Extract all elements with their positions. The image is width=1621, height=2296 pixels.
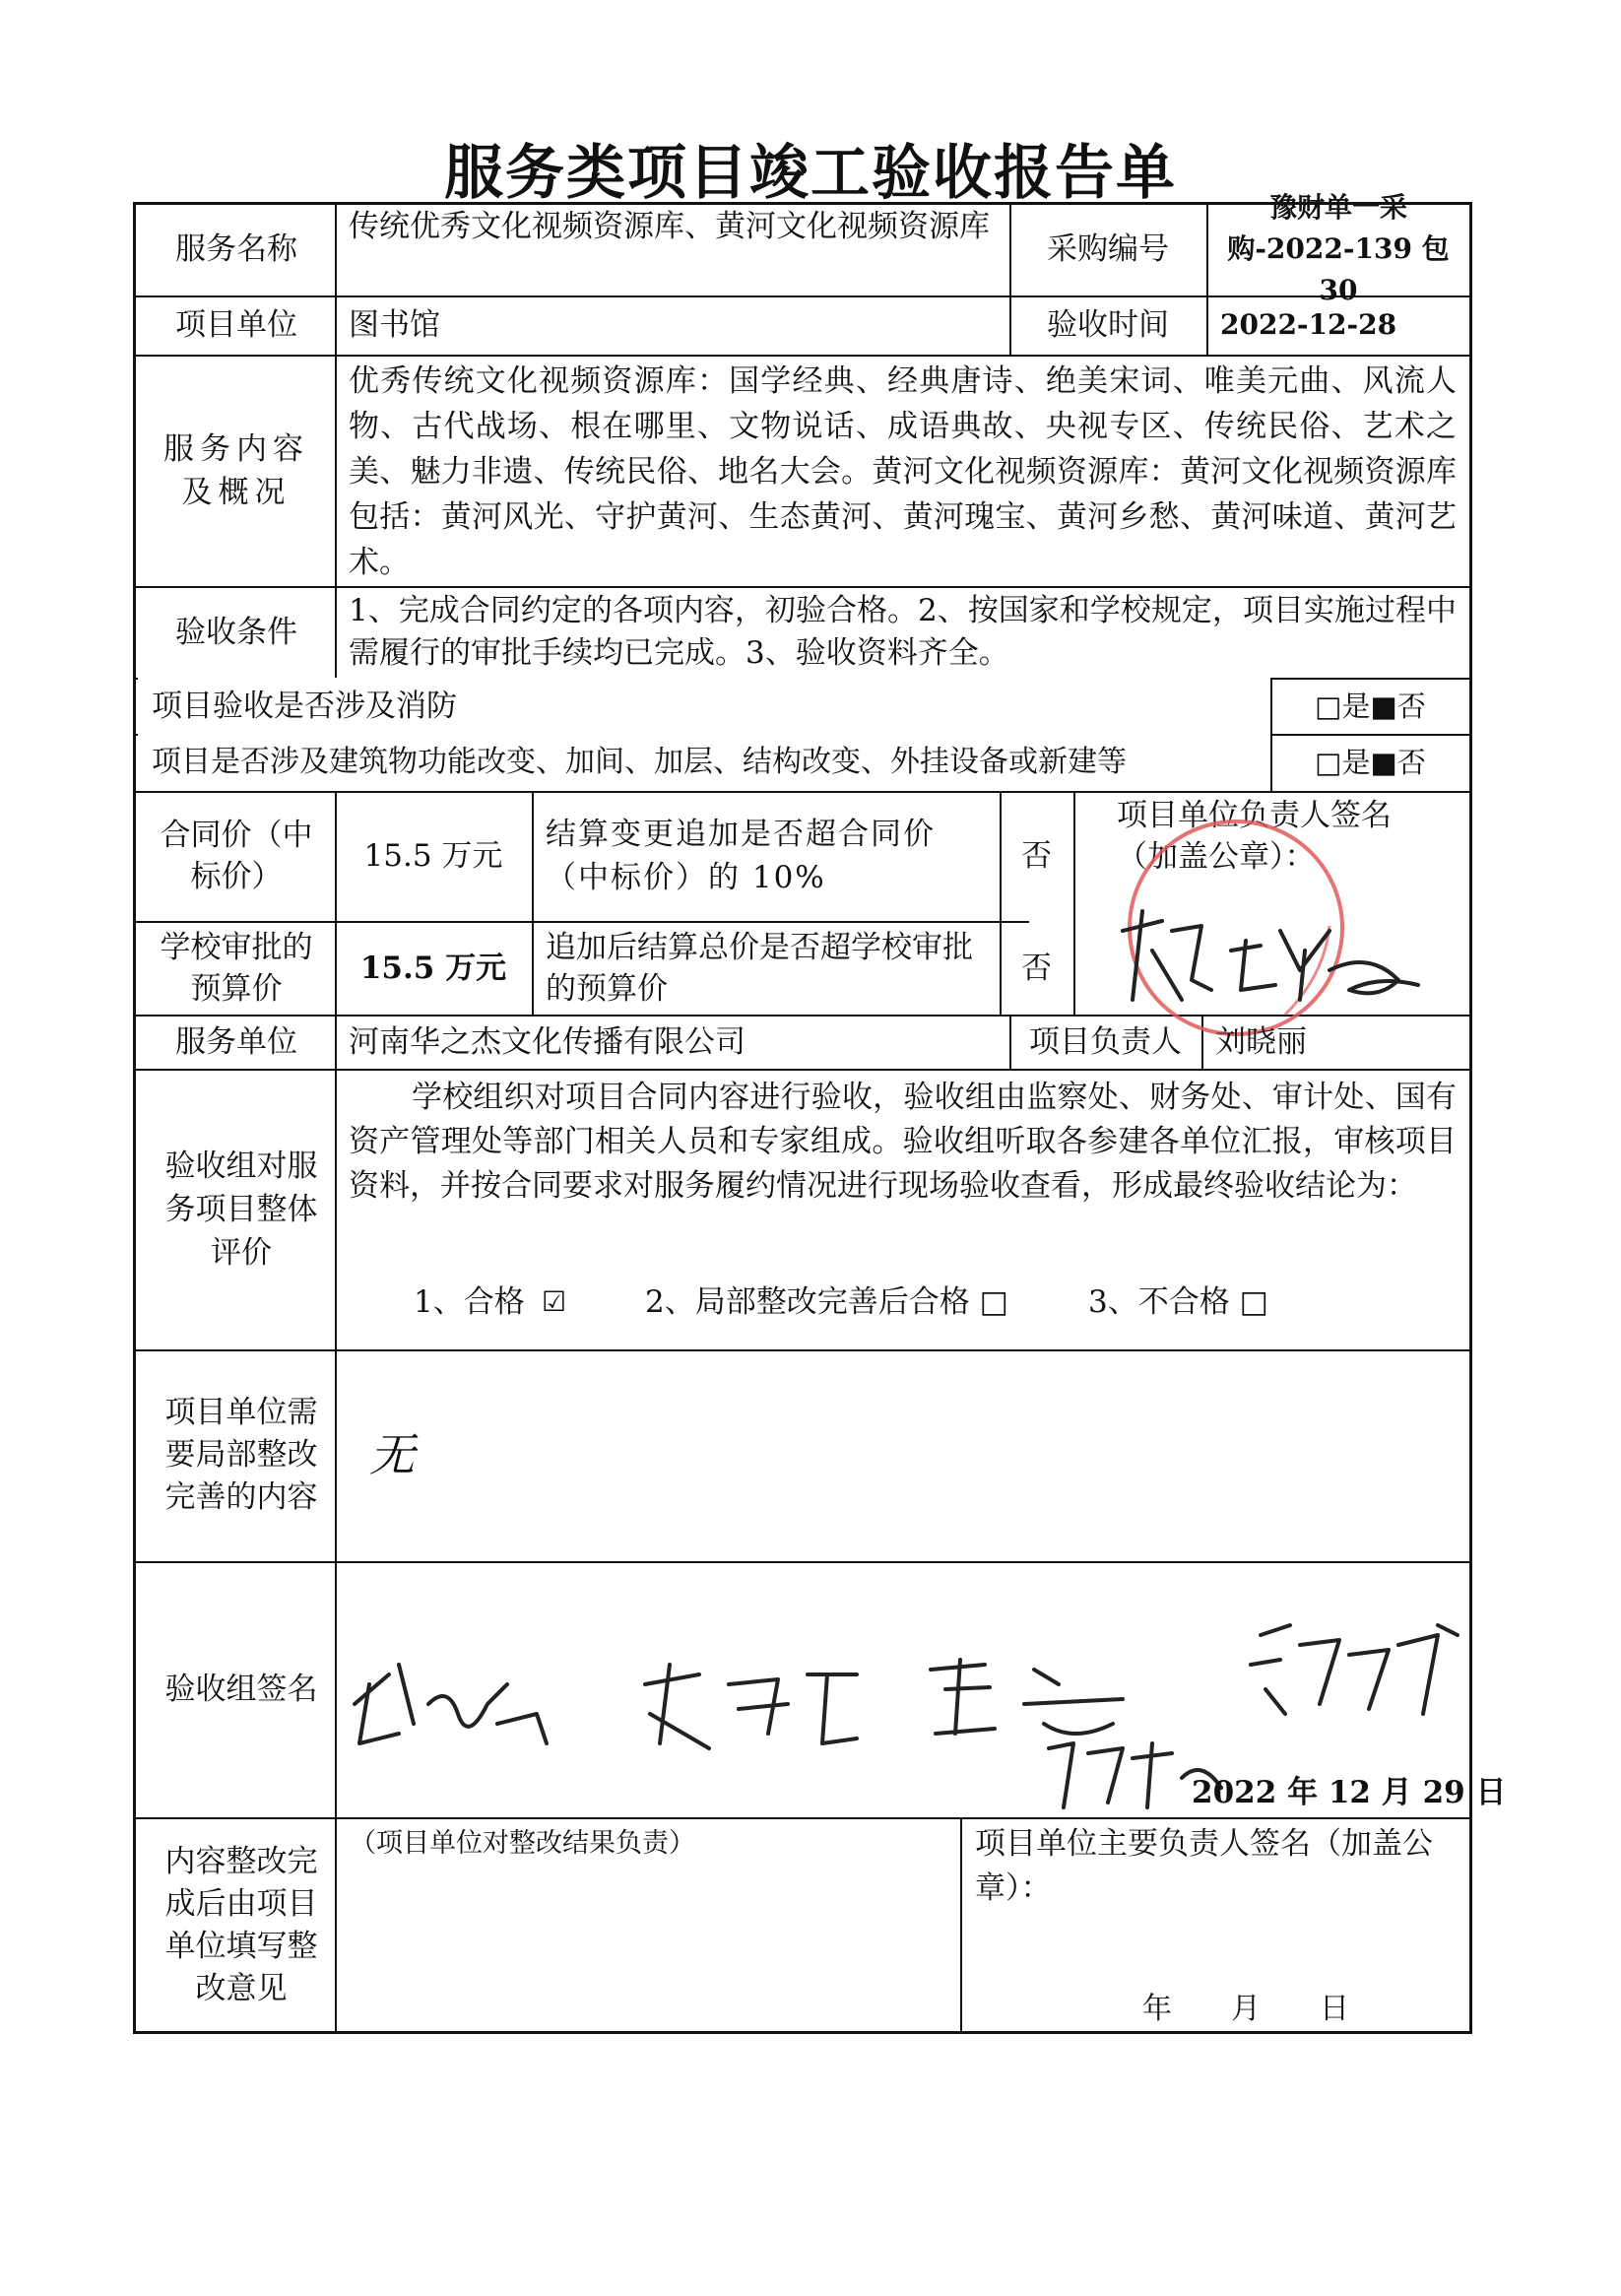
project-unit-label: 项目单位 bbox=[175, 307, 297, 343]
building-options: □是■否 bbox=[1315, 746, 1426, 779]
conditions-label: 验收条件 bbox=[175, 614, 297, 650]
group-signature-2 bbox=[630, 1655, 867, 1763]
after-date: 年 月 日 bbox=[1142, 1992, 1349, 2026]
group-sign-label: 验收组签名 bbox=[164, 1672, 318, 1707]
unit-leader-signature bbox=[1103, 891, 1428, 1019]
evaluation-label: 验收组对服务项目整体评价 bbox=[164, 1148, 318, 1271]
project-leader-label: 项目负责人 bbox=[1029, 1023, 1182, 1060]
exceed-question: 结算变更追加是否超合同价（中标价）的 10% bbox=[546, 817, 936, 895]
budget-answer: 否 bbox=[1021, 950, 1052, 986]
budget-value: 15.5 万元 bbox=[359, 950, 507, 986]
service-unit-value: 河南华之杰文化传播有限公司 bbox=[349, 1023, 746, 1060]
evaluation-opt1-checkbox: ☑ bbox=[542, 1285, 567, 1318]
building-label: 项目是否涉及建筑物功能改变、加间、加层、结构改变、外挂设备或新建等 bbox=[138, 734, 1270, 791]
after-note: （项目单位对整改结果负责） bbox=[350, 1828, 695, 1859]
conditions-value: 1、完成合同约定的各项内容，初验合格。2、按国家和学校规定，项目实施过程中需履行的审批手续均已完成。3、验收资料齐全。 bbox=[349, 593, 1457, 671]
budget-label: 学校审批的预算价 bbox=[160, 929, 313, 1007]
fire-options: □是■否 bbox=[1315, 689, 1426, 723]
exceed-answer: 否 bbox=[1021, 838, 1052, 874]
fire-label: 项目验收是否涉及消防 bbox=[138, 678, 1270, 734]
contract-price-label: 合同价（中标价） bbox=[160, 818, 313, 894]
service-name-label: 服务名称 bbox=[175, 230, 297, 267]
after-label: 内容整改完成后由项目单位填写整改意见 bbox=[164, 1844, 318, 2006]
rectify-value: 无 bbox=[369, 1428, 415, 1481]
purchase-no-label: 采购编号 bbox=[1047, 230, 1169, 267]
evaluation-opt3: 3、不合格 □ bbox=[1088, 1284, 1268, 1320]
rectify-label: 项目单位需要局部整改完善的内容 bbox=[164, 1395, 318, 1515]
contract-price-value: 15.5 万元 bbox=[363, 838, 503, 874]
service-unit-label: 服务单位 bbox=[175, 1023, 297, 1060]
group-signature-4 bbox=[1241, 1615, 1467, 1734]
acceptance-time-value: 2022-12-28 bbox=[1220, 308, 1397, 341]
acceptance-time-label: 验收时间 bbox=[1047, 307, 1169, 343]
purchase-no-value: 豫财单一采购-2022-139 包 30 bbox=[1227, 190, 1450, 306]
group-signature-1 bbox=[340, 1645, 566, 1763]
group-sign-date: 2022 年 12 月 29 日 bbox=[1192, 1775, 1507, 1810]
service-name-value: 传统优秀文化视频资源库、黄河文化视频资源库 bbox=[349, 209, 990, 244]
page-title: 服务类项目竣工验收报告单 bbox=[444, 139, 1177, 208]
evaluation-text: 学校组织对项目合同内容进行验收，验收组由监察处、财务处、审计处、国有资产管理处等部门相关人员和专家组成。验收组听取各参建各单位汇报，审核项目资料，并按合同要求对服务履约情况进行现场验收查看，形成最终验收结论为： bbox=[349, 1080, 1457, 1204]
after-sign-label: 项目单位主要负责人签名（加盖公章）： bbox=[975, 1826, 1433, 1906]
unit-signature-label: 项目单位负责人签名（加盖公章）： bbox=[1117, 798, 1392, 875]
evaluation-opt1: 1、合格 bbox=[414, 1284, 525, 1320]
project-unit-value: 图书馆 bbox=[349, 307, 440, 343]
content-value: 优秀传统文化视频资源库：国学经典、经典唐诗、绝美宋词、唯美元曲、风流人物、古代战场、根在哪里、文物说话、成语典故、央视专区、传统民俗、艺术之美、魅力非遗、传统民俗、地名大会。黄河文化视频资源库：黄河文化视频资源库包括：黄河风光、守护黄河、生态黄河、黄河瑰宝、黄河乡愁、黄河味道、黄河艺术。 bbox=[349, 363, 1457, 580]
budget-question: 追加后结算总价是否超学校审批的预算价 bbox=[546, 929, 973, 1007]
evaluation-opt2: 2、局部整改完善后合格 □ bbox=[645, 1284, 1008, 1320]
project-leader-value: 刘晓丽 bbox=[1215, 1023, 1307, 1060]
content-label: 服务内容及概况 bbox=[163, 430, 309, 510]
